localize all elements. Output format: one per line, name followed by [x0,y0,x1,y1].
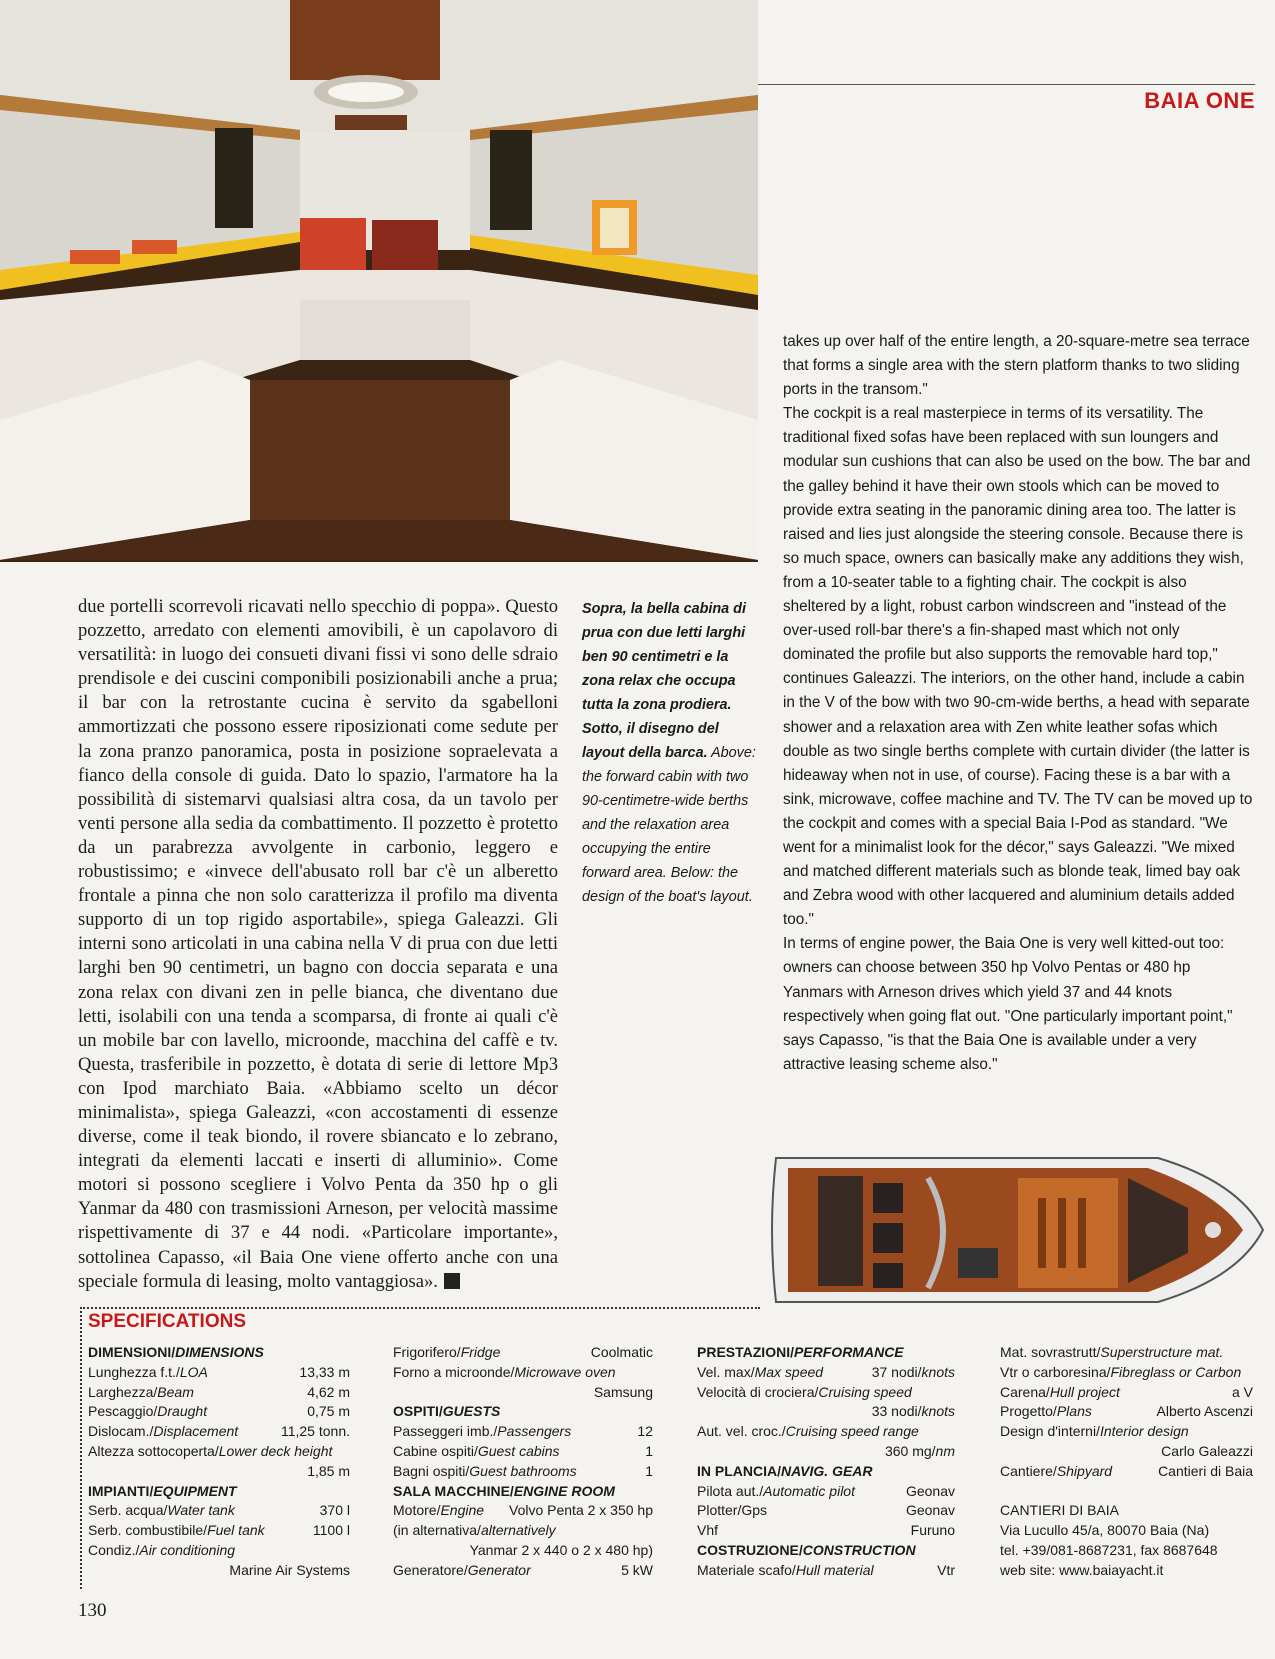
spec-row [393,1422,653,1442]
spec-text: Marine Air Systems [229,1561,350,1578]
spec-row [88,1561,350,1581]
specs-column-2 [393,1343,653,1581]
spec-text: DIMENSIONS [175,1344,264,1360]
spec-row [697,1363,955,1383]
spec-row [393,1343,653,1363]
spec-row [88,1541,350,1561]
spec-text: Microwave oven [514,1363,616,1380]
spec-text: Geonav [905,1482,955,1499]
spec-row [697,1561,955,1581]
spec-text: Motore/ [393,1502,441,1519]
spec-text: NAVIG. GEAR [781,1462,873,1479]
spec-text: Furuno [910,1522,955,1539]
spec-text: DIMENSIONI/ [88,1344,176,1360]
end-mark-icon [444,1273,460,1289]
english-paragraph: The cockpit is a real masterpiece in terms of its versatility. The traditional fixed sofas have been replaced with sun loungers and modular sun cushions that can also be used on the bow. The bar and the galley behind it have their own stools which can be moved to provide extra seating in the panoramic dining area too. The latter is raised and lies just alongside the steering console. Because there is so much space, owners can basically make any additions they wish, from a 10-seater table to a fighting chair. The cockpit is also sheltered by a light, robust carbon windscreen and "instead of the over-used roll-bar there's a fin-shaped mast which not only dominated the profile but also supports the removable hard top," continues Galeazzi. The interiors, on the other hand, include a cabin in the V of the bow with two 90-cm-wide berths, a head with separate shower and a relaxation area with Zen white leather sofas which double as two single berths complete with curtain divider (the latter is hideaway when not in use, of course). Facing these is a bar with a sink, microwave, coffee machine and TV. The TV can be moved up to the cockpit and comes with a special Baia I-Pod as standard. "We went for a minimalist look for the décor," says Galeazzi. "We mixed and matched different materials such as blonde teak, limed bay oak and Zebra wood with other lacquered and aluminium details added too." [783,405,1253,929]
section-heading [393,1482,653,1502]
spec-text: ENGINE ROOM [513,1482,615,1499]
spec-text: Displacement [153,1423,239,1440]
spec-text: Velocità di crociera/ [697,1383,819,1400]
spec-text: Vtr o carboresina/ [1000,1363,1111,1380]
spec-row [393,1442,653,1462]
spec-text: SALA MACCHINE/ [393,1482,514,1499]
english-article-text [783,330,1253,1077]
spec-row [697,1521,955,1541]
spec-text: Larghezza/ [88,1383,158,1400]
spec-row [88,1462,350,1482]
spec-row [1000,1402,1253,1422]
spec-text: Beam [157,1383,194,1400]
specs-column-1 [88,1343,350,1581]
spec-text: Aut. vel. croc./ [697,1423,786,1440]
contact-line [1000,1561,1253,1581]
spec-text: Engine [440,1502,485,1519]
spec-text: knots [921,1403,955,1420]
italian-article-text [78,595,558,1294]
spec-row [88,1521,350,1541]
spec-text: Pescaggio/ [88,1403,158,1420]
spec-text: Frigorifero/ [393,1344,461,1360]
spec-text: Shipyard [1056,1462,1113,1479]
spec-row [697,1501,955,1521]
spec-text: Guest cabins [477,1442,560,1459]
spec-text: Cabine ospiti/ [393,1442,478,1459]
section-heading [697,1343,955,1363]
spec-text: 4,62 m [307,1383,350,1400]
spec-text: 0,75 m [307,1403,350,1420]
spec-text: Condiz./ [88,1541,140,1558]
spec-row [88,1363,350,1383]
spec-row [393,1462,653,1482]
spec-text: Altezza sottocoperta/ [88,1442,219,1459]
spec-text: Dislocam./ [88,1423,154,1440]
spec-row [393,1363,653,1383]
spec-text: Progetto/ [1000,1403,1057,1420]
specs-column-3 [697,1343,955,1581]
section-heading [393,1402,653,1422]
spec-row [697,1442,955,1462]
spec-text: web site: www.baiayacht.it [1000,1561,1164,1578]
specs-left-rule [80,1307,82,1589]
header-rule [758,84,1255,85]
spec-text: Serb. combustibile/ [88,1522,208,1539]
spec-text: Water tank [167,1502,235,1519]
section-heading [88,1482,350,1502]
page-number: 130 [78,1600,107,1621]
spec-row [697,1383,955,1403]
spec-text: Pilota aut./ [697,1482,764,1499]
spec-text: 360 mg/ [884,1442,936,1459]
spec-text: OSPITI/ [393,1403,443,1420]
spec-text: Plotter/Gps [697,1502,768,1519]
caption-italian: Sopra, la bella cabina di prua con due letti larghi ben 90 centimetri e la zona relax che occupa tutta la zona prodiera. Sotto, il disegno del layout della barca. [582,601,746,761]
spec-text: IMPIANTI/ [88,1482,154,1499]
spec-text: Yanmar 2 x 440 o 2 x 480 hp) [469,1541,653,1558]
spec-row [1000,1363,1253,1383]
spec-text: Forno a microonde/ [393,1363,515,1380]
contact-line [1000,1521,1253,1541]
spec-text: Cantieri di Baia [1158,1462,1253,1479]
spec-row [1000,1422,1253,1442]
spec-row [1000,1343,1253,1363]
spec-text: Hull project [1049,1383,1120,1400]
spec-text: Coolmatic [590,1344,653,1360]
section-heading [88,1343,350,1363]
spec-row [697,1402,955,1422]
specs-top-rule [80,1307,760,1309]
spec-row [1000,1462,1253,1482]
spec-text: Lower deck height [218,1442,333,1459]
spec-text: Plans [1056,1403,1092,1420]
spec-text: Carlo Galeazzi [1161,1442,1253,1459]
spec-row [88,1383,350,1403]
spec-text: (in alternativa/ [393,1522,481,1539]
english-paragraph: In terms of engine power, the Baia One is very well kitted-out too: owners can choose between 350 hp Volvo Pentas or 480 hp Yanmars with Arneson drives which yield 37 and 44 knots respectively when going flat out. "One particularly important point," says Capasso, "is that the Baia One is available under a very attractive leasing scheme also." [783,935,1233,1073]
spec-row [697,1482,955,1502]
spec-text: Draught [157,1403,208,1420]
spec-text: EQUIPMENT [153,1482,237,1499]
spec-text: 370 l [319,1502,350,1519]
spec-text: Passengers [497,1423,572,1440]
spec-text: Cantiere/ [1000,1462,1057,1479]
spec-text: Air conditioning [139,1541,236,1558]
spec-text: 11,25 tonn. [280,1423,350,1440]
spec-text: Alberto Ascenzi [1156,1403,1253,1420]
spec-text: Volvo Penta 2 x 350 hp [509,1502,653,1519]
spec-text: CANTIERI DI BAIA [1000,1502,1120,1519]
spec-row [393,1383,653,1403]
spec-text: Fibreglass or Carbon [1110,1363,1242,1380]
spec-row [1000,1442,1253,1462]
contact-line [1000,1501,1253,1521]
spec-text: Fridge [460,1344,501,1360]
spec-text: a V [1231,1383,1253,1400]
spec-text: Via Lucullo 45/a, 80070 Baia (Na) [1000,1522,1210,1539]
spec-text: Superstructure mat. [1100,1344,1224,1360]
specs-title: SPECIFICATIONS [88,1311,246,1332]
specs-column-4 [1000,1343,1253,1581]
spec-text: Hull material [795,1561,874,1578]
spec-text: knots [921,1363,955,1380]
spec-text: Materiale scafo/ [697,1561,796,1578]
spec-text: 1100 l [312,1522,350,1539]
section-heading [697,1541,955,1561]
spec-text: Vel. max/ [697,1363,755,1380]
spec-row [88,1422,350,1442]
spec-text: COSTRUZIONE/ [697,1541,803,1558]
spec-row [697,1422,955,1442]
cabin-photo [0,0,758,562]
spec-text: 13,33 m [299,1363,350,1380]
spec-text: Bagni ospiti/ [393,1462,470,1479]
spec-row [1000,1383,1253,1403]
spec-text: 1 [645,1462,653,1479]
spec-text: 37 nodi/ [871,1363,922,1380]
spec-text: Geonav [905,1502,955,1519]
spec-text: tel. +39/081-8687231, fax 8687648 [1000,1541,1218,1558]
spec-text: Mat. sovrastrutt/ [1000,1344,1101,1360]
spec-text: 5 kW [621,1561,653,1578]
spec-row [393,1561,653,1581]
spec-text: IN PLANCIA/ [697,1462,781,1479]
spec-text: Generatore/ [393,1561,468,1578]
spec-text: Serb. acqua/ [88,1502,168,1519]
italian-paragraph: due portelli scorrevoli ricavati nello specchio di poppa». Questo pozzetto, arredato con elementi amovibili, è un capolavoro di versatilità: in luogo dei consueti divani fissi vi sono delle sdraio prendisole e dei cuscini componibili posizionabili anche a prua; il bar con la retrostante cucina è servito da sgabelloni ammortizzati che possono essere riposizionati come sedute per la zona pranzo panoramica, posta in posizione sopraelevata a fianco della console di guida. Dato lo spazio, l'armatore ha la possibilità di sistemarvi qualsiasi altra cosa, da un tavolo per venti persone alla sedia da combattimento. Il pozzetto è protetto da un parabrezza avvolgente in carbonio, leggero e robustissimo; e «invece dell'abusato roll bar c'è un alberetto frontale a pinna che non solo caratterizza il profilo ma diventa supporto di un top rigido asportabile», spiega Galeazzi. Gli interni sono articolati in una cabina nella V di prua con due letti larghi ben 90 centimetri, un bagno con doccia separata e una zona relax con divani zen in pelle bianca, che diventano due letti, isolabili con una tenda a scomparsa, di fronte ai quali c'è un mobile bar con lavello, microonde, macchina del caffè e tv. Questa, trasferibile in pozzetto, è dotata di serie di lettore Mp3 con Ipod marchiato Baia. «Abbiamo scelto un décor minimalista», spiega Galeazzi, «con accostamenti di essenze diverse, come il teak biondo, il rovere sbiancato e lo zebrano, integrati da elementi laccati e inserti di alluminio». Come motori si possono scegliere i Volvo Penta da 350 hp o gli Yanmar da 480 con trasmissioni Arneson, per velocità massime rispettivamente di 37 e 44 nodi. «Particolare importante», sottolinea Capasso, «il Baia One viene offerto anche con una speciale formula di leasing, molto vantaggiosa». [78,596,558,1292]
spec-text: LOA [179,1363,208,1380]
spec-text: PERFORMANCE [793,1344,904,1360]
spec-text: Samsung [593,1383,653,1400]
spec-row [88,1402,350,1422]
spec-row [393,1521,653,1541]
spec-text: Vhf [697,1522,719,1539]
spec-text: Vtr [937,1561,955,1578]
spec-row [1000,1482,1253,1502]
spec-text: alternatively [480,1522,556,1539]
spec-text: nm [935,1442,955,1459]
contact-line [1000,1541,1253,1561]
photo-caption [582,597,762,909]
spec-text: Generator [467,1561,531,1578]
spec-text: 1,85 m [307,1462,350,1479]
spec-text: Guest bathrooms [469,1462,577,1479]
spec-text: PRESTAZIONI/ [697,1344,794,1360]
spec-text: GUESTS [442,1403,501,1420]
spec-text: Max speed [754,1363,824,1380]
spec-text: Automatic pilot [763,1482,855,1499]
spec-text: Carena/ [1000,1383,1050,1400]
spec-row [393,1501,653,1521]
spec-text: Fuel tank [207,1522,265,1539]
caption-english: Above: the forward cabin with two 90-centimetre-wide berths and the relaxation area occupying the entire forward area. Below: the design of the boat's layout. [582,745,756,905]
section-heading [697,1462,955,1482]
spec-text: Interior design [1099,1423,1189,1440]
spec-text: Design d'interni/ [1000,1423,1100,1440]
spec-text: Lunghezza f.t./ [88,1363,180,1380]
spec-text: Cruising speed range [785,1423,919,1440]
spec-text: Cruising speed [818,1383,912,1400]
spec-text: CONSTRUCTION [802,1541,916,1558]
spec-text: 12 [637,1423,653,1440]
spec-text: 33 nodi/ [871,1403,922,1420]
brand-title: BAIA ONE [1144,88,1255,113]
spec-row [88,1501,350,1521]
spec-text: 1 [645,1442,653,1459]
english-paragraph: takes up over half of the entire length, a 20-square-metre sea terrace that forms a single area with the stern platform thanks to two sliding ports in the transom." [783,333,1250,399]
spec-row [88,1442,350,1462]
boat-layout-plan [758,1138,1268,1323]
spec-row [393,1541,653,1561]
spec-text: Passeggeri imb./ [393,1423,498,1440]
